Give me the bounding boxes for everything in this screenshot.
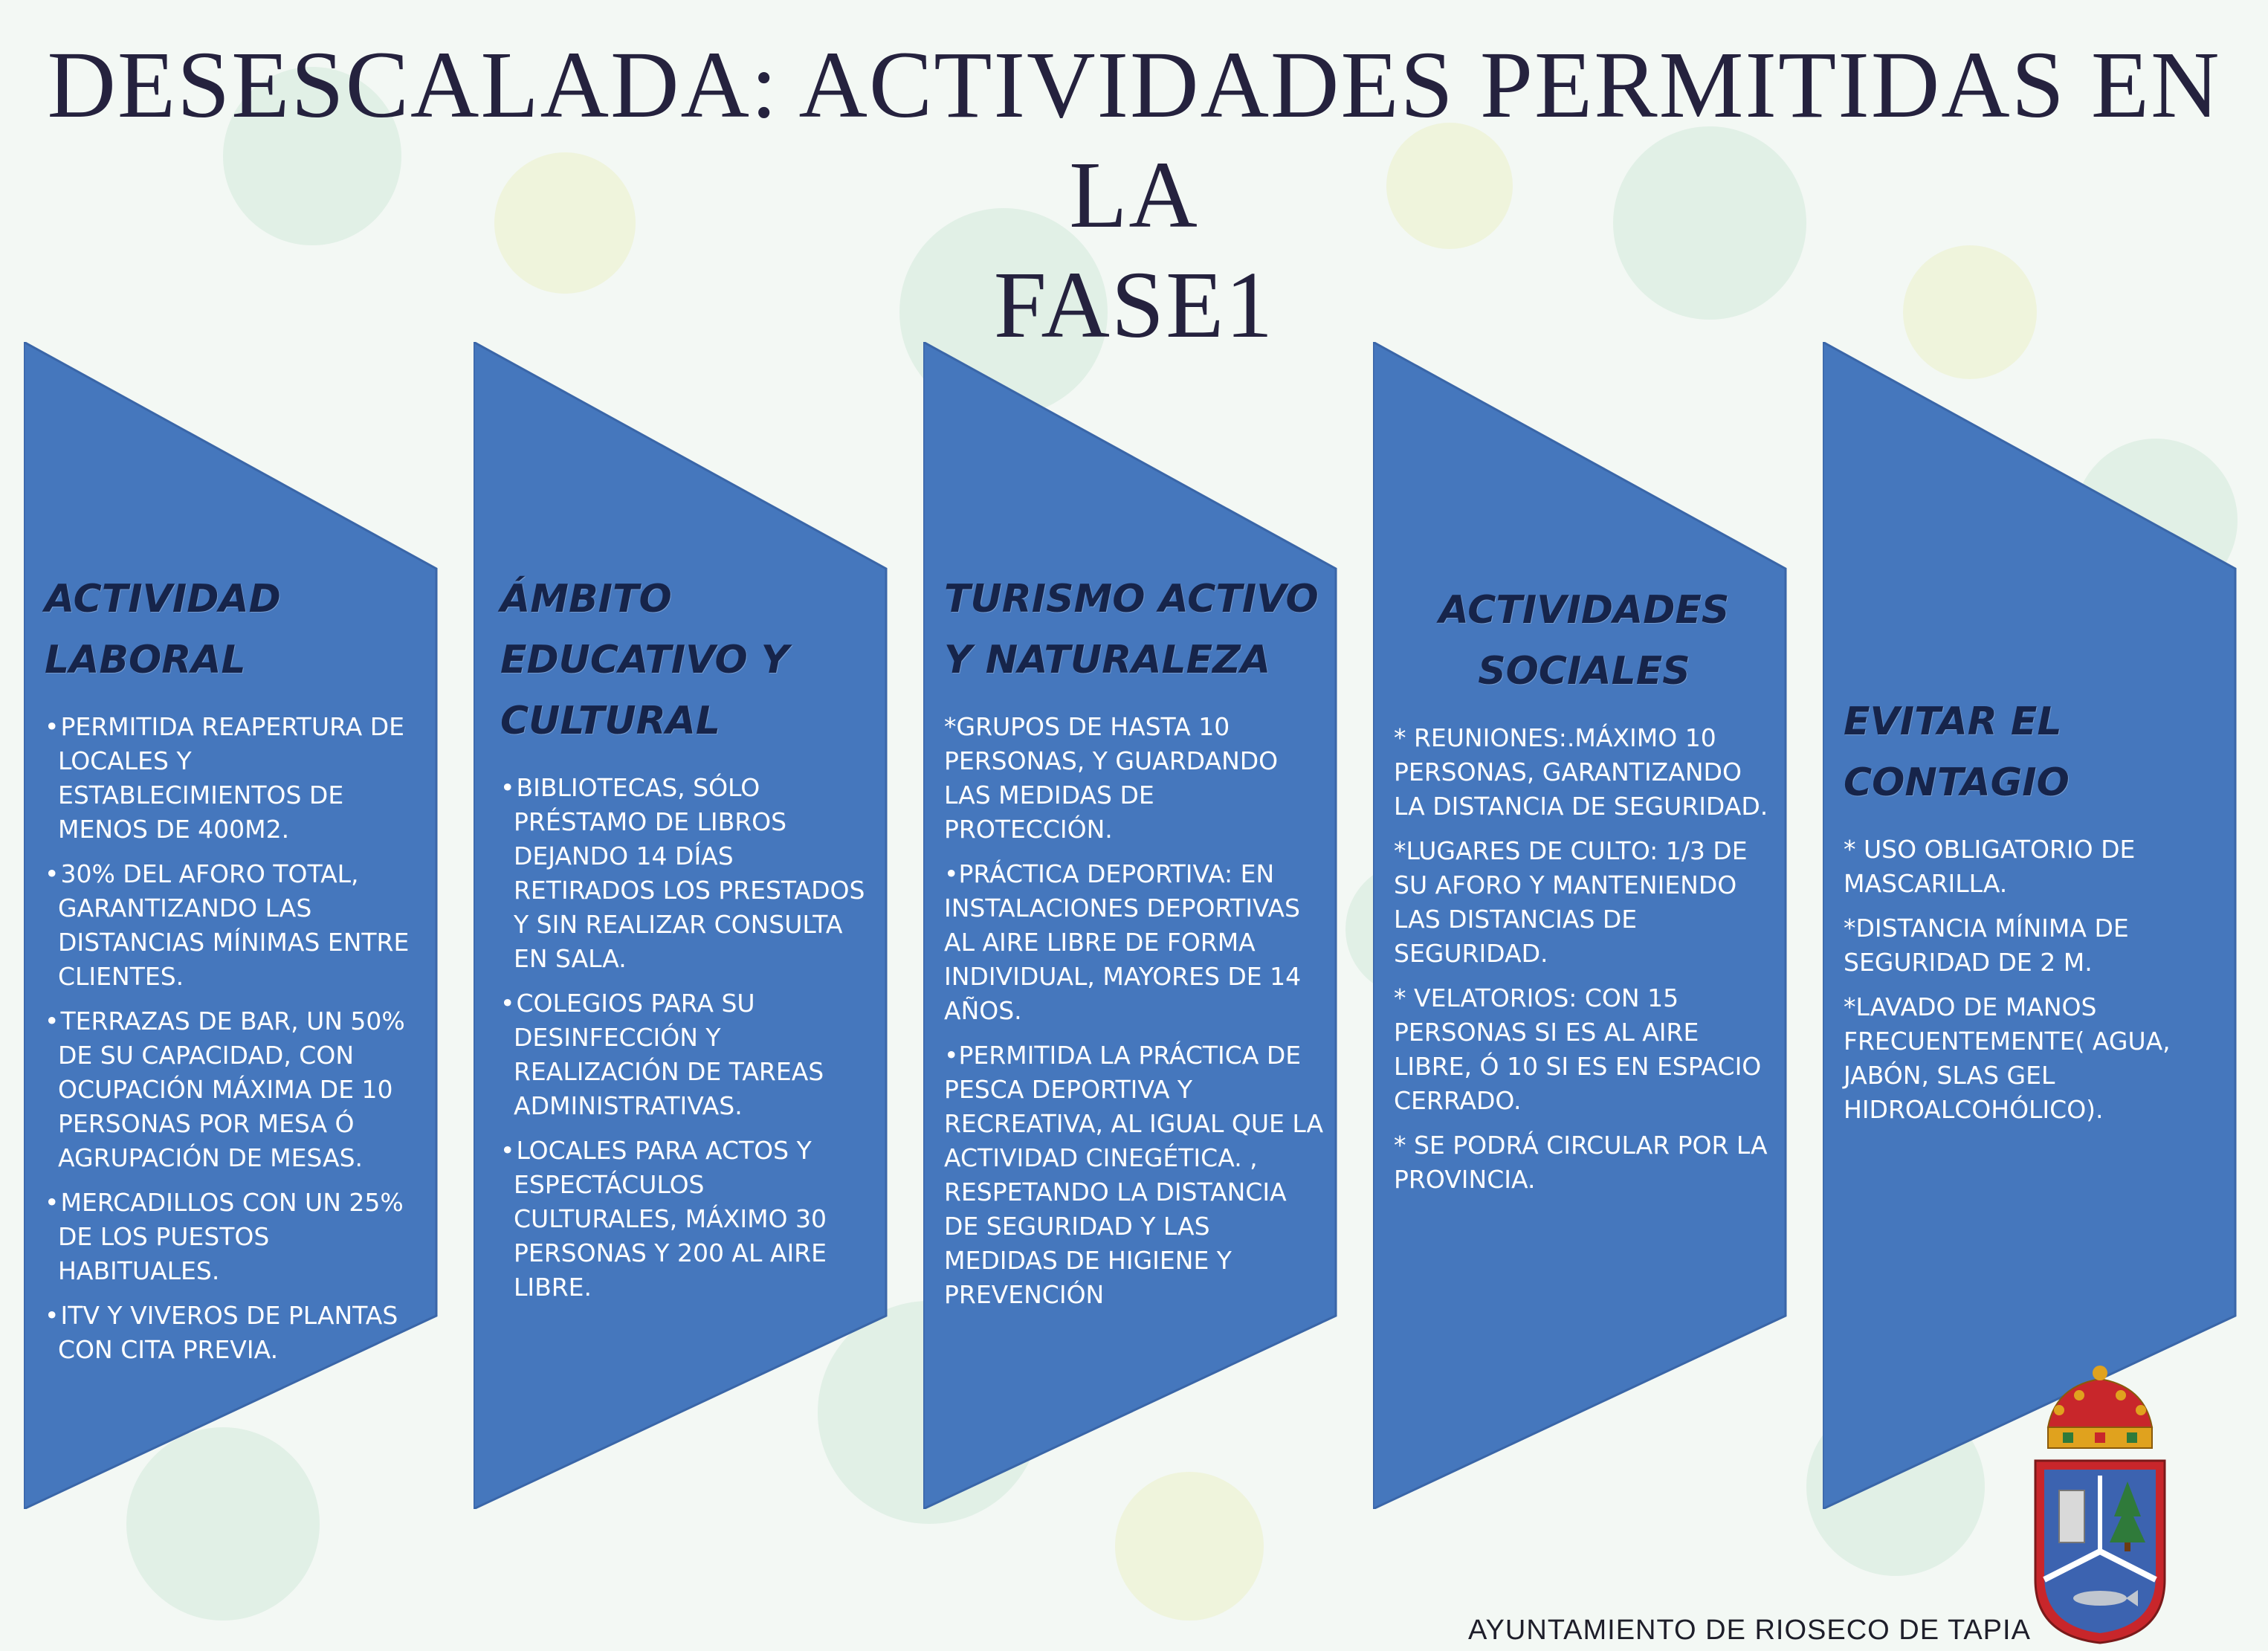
panel-evitar-contagio — [1823, 342, 2239, 1509]
list-item: * USO OBLIGATORIO DE MASCARILLA. — [1844, 835, 2136, 898]
title-line-1: DESESCALADA: ACTIVIDADES PERMITIDAS EN LA — [47, 32, 2221, 248]
panel-heading: ACTIVIDAD LABORAL — [45, 577, 281, 682]
page-title — [0, 30, 2268, 360]
list-item: * SE PODRÁ CIRCULAR POR LA PROVINCIA. — [1394, 1131, 1768, 1194]
list-item: *GRUPOS DE HASTA 10 PERSONAS, Y GUARDANDO LAS MEDIDAS DE PROTECCIÓN. — [944, 712, 1279, 844]
panel-item-list — [1844, 833, 2224, 1127]
list-item: • BIBLIOTECAS, SÓLO PRÉSTAMO DE LIBROS DEJANDO 14 DÍAS RETIRADOS LOS PRESTADOS Y SIN REALIZAR CONSULTA EN SALA. — [500, 771, 875, 976]
list-item: • TERRAZAS DE BAR, UN 50% DE SU CAPACIDAD, CON OCUPACIÓN MÁXIMA DE 10 PERSONAS POR MESA Ó AGRUPACIÓN DE MESAS. — [45, 1004, 425, 1175]
municipal-coat-of-arms-icon — [2029, 1357, 2171, 1647]
list-item: *LAVADO DE MANOS FRECUENTEMENTE( AGUA, JABÓN, SLAS GEL HIDROALCOHÓLICO). — [1844, 992, 2171, 1124]
list-item: • COLEGIOS PARA SU DESINFECCIÓN Y REALIZACIÓN DE TAREAS ADMINISTRATIVAS. — [500, 986, 875, 1123]
panel-heading: ÁMBITO EDUCATIVO Y CULTURAL — [500, 577, 789, 743]
list-item: * VELATORIOS: CON 15 PERSONAS SI ES AL AIRE LIBRE, Ó 10 SI ES EN ESPACIO CERRADO. — [1394, 983, 1762, 1115]
title-line-2: FASE1 — [993, 252, 1275, 358]
list-item: • ITV Y VIVEROS DE PLANTAS CON CITA PREVIA. — [45, 1299, 425, 1367]
panel-turismo-activo-naturaleza — [923, 342, 1340, 1509]
list-item: *LUGARES DE CULTO: 1/3 DE SU AFORO Y MANTENIENDO LAS DISTANCIAS DE SEGURIDAD. — [1394, 836, 1748, 968]
panel-heading: ACTIVIDADES SOCIALES — [1438, 588, 1730, 694]
list-item: *DISTANCIA MÍNIMA DE SEGURIDAD DE 2 M. — [1844, 914, 2129, 977]
list-item: • 30% DEL AFORO TOTAL, GARANTIZANDO LAS DISTANCIAS MÍNIMAS ENTRE CLIENTES. — [45, 857, 425, 994]
list-item: • MERCADILLOS CON UN 25% DE LOS PUESTOS HABITUALES. — [45, 1186, 425, 1288]
list-item: •PERMITIDA LA PRÁCTICA DE PESCA DEPORTIVA Y RECREATIVA, AL IGUAL QUE LA ACTIVIDAD CINEGÉTICA. , RESPETANDO LA DISTANCIA DE SEGURIDAD Y LAS MEDIDAS DE HIGIENE Y PREVENCIÓN — [944, 1041, 1324, 1309]
panel-item-list — [45, 710, 425, 1367]
list-item: * REUNIONES:.MÁXIMO 10 PERSONAS, GARANTIZANDO LA DISTANCIA DE SEGURIDAD. — [1394, 723, 1768, 821]
panel-heading: TURISMO ACTIVO Y NATURALEZA — [944, 577, 1319, 682]
list-item: • PERMITIDA REAPERTURA DE LOCALES Y ESTABLECIMIENTOS DE MENOS DE 400M2. — [45, 710, 425, 847]
list-item: •PRÁCTICA DEPORTIVA: EN INSTALACIONES DEPORTIVAS AL AIRE LIBRE DE FORMA INDIVIDUAL, MAYORES DE 14 AÑOS. — [944, 859, 1302, 1025]
panel-ambito-educativo-cultural — [474, 342, 890, 1509]
panel-heading: EVITAR EL CONTAGIO — [1844, 700, 2070, 805]
panel-item-list — [500, 771, 875, 1305]
footer-municipality-name: AYUNTAMIENTO DE RIOSECO DE TAPIA — [1468, 1615, 2031, 1646]
panel-actividades-sociales — [1373, 342, 1789, 1509]
list-item: • LOCALES PARA ACTOS Y ESPECTÁCULOS CULTURALES, MÁXIMO 30 PERSONAS Y 200 AL AIRE LIBRE. — [500, 1134, 875, 1305]
panel-item-list — [1394, 721, 1774, 1197]
panel-actividad-laboral — [24, 342, 440, 1509]
panel-item-list — [944, 710, 1325, 1312]
